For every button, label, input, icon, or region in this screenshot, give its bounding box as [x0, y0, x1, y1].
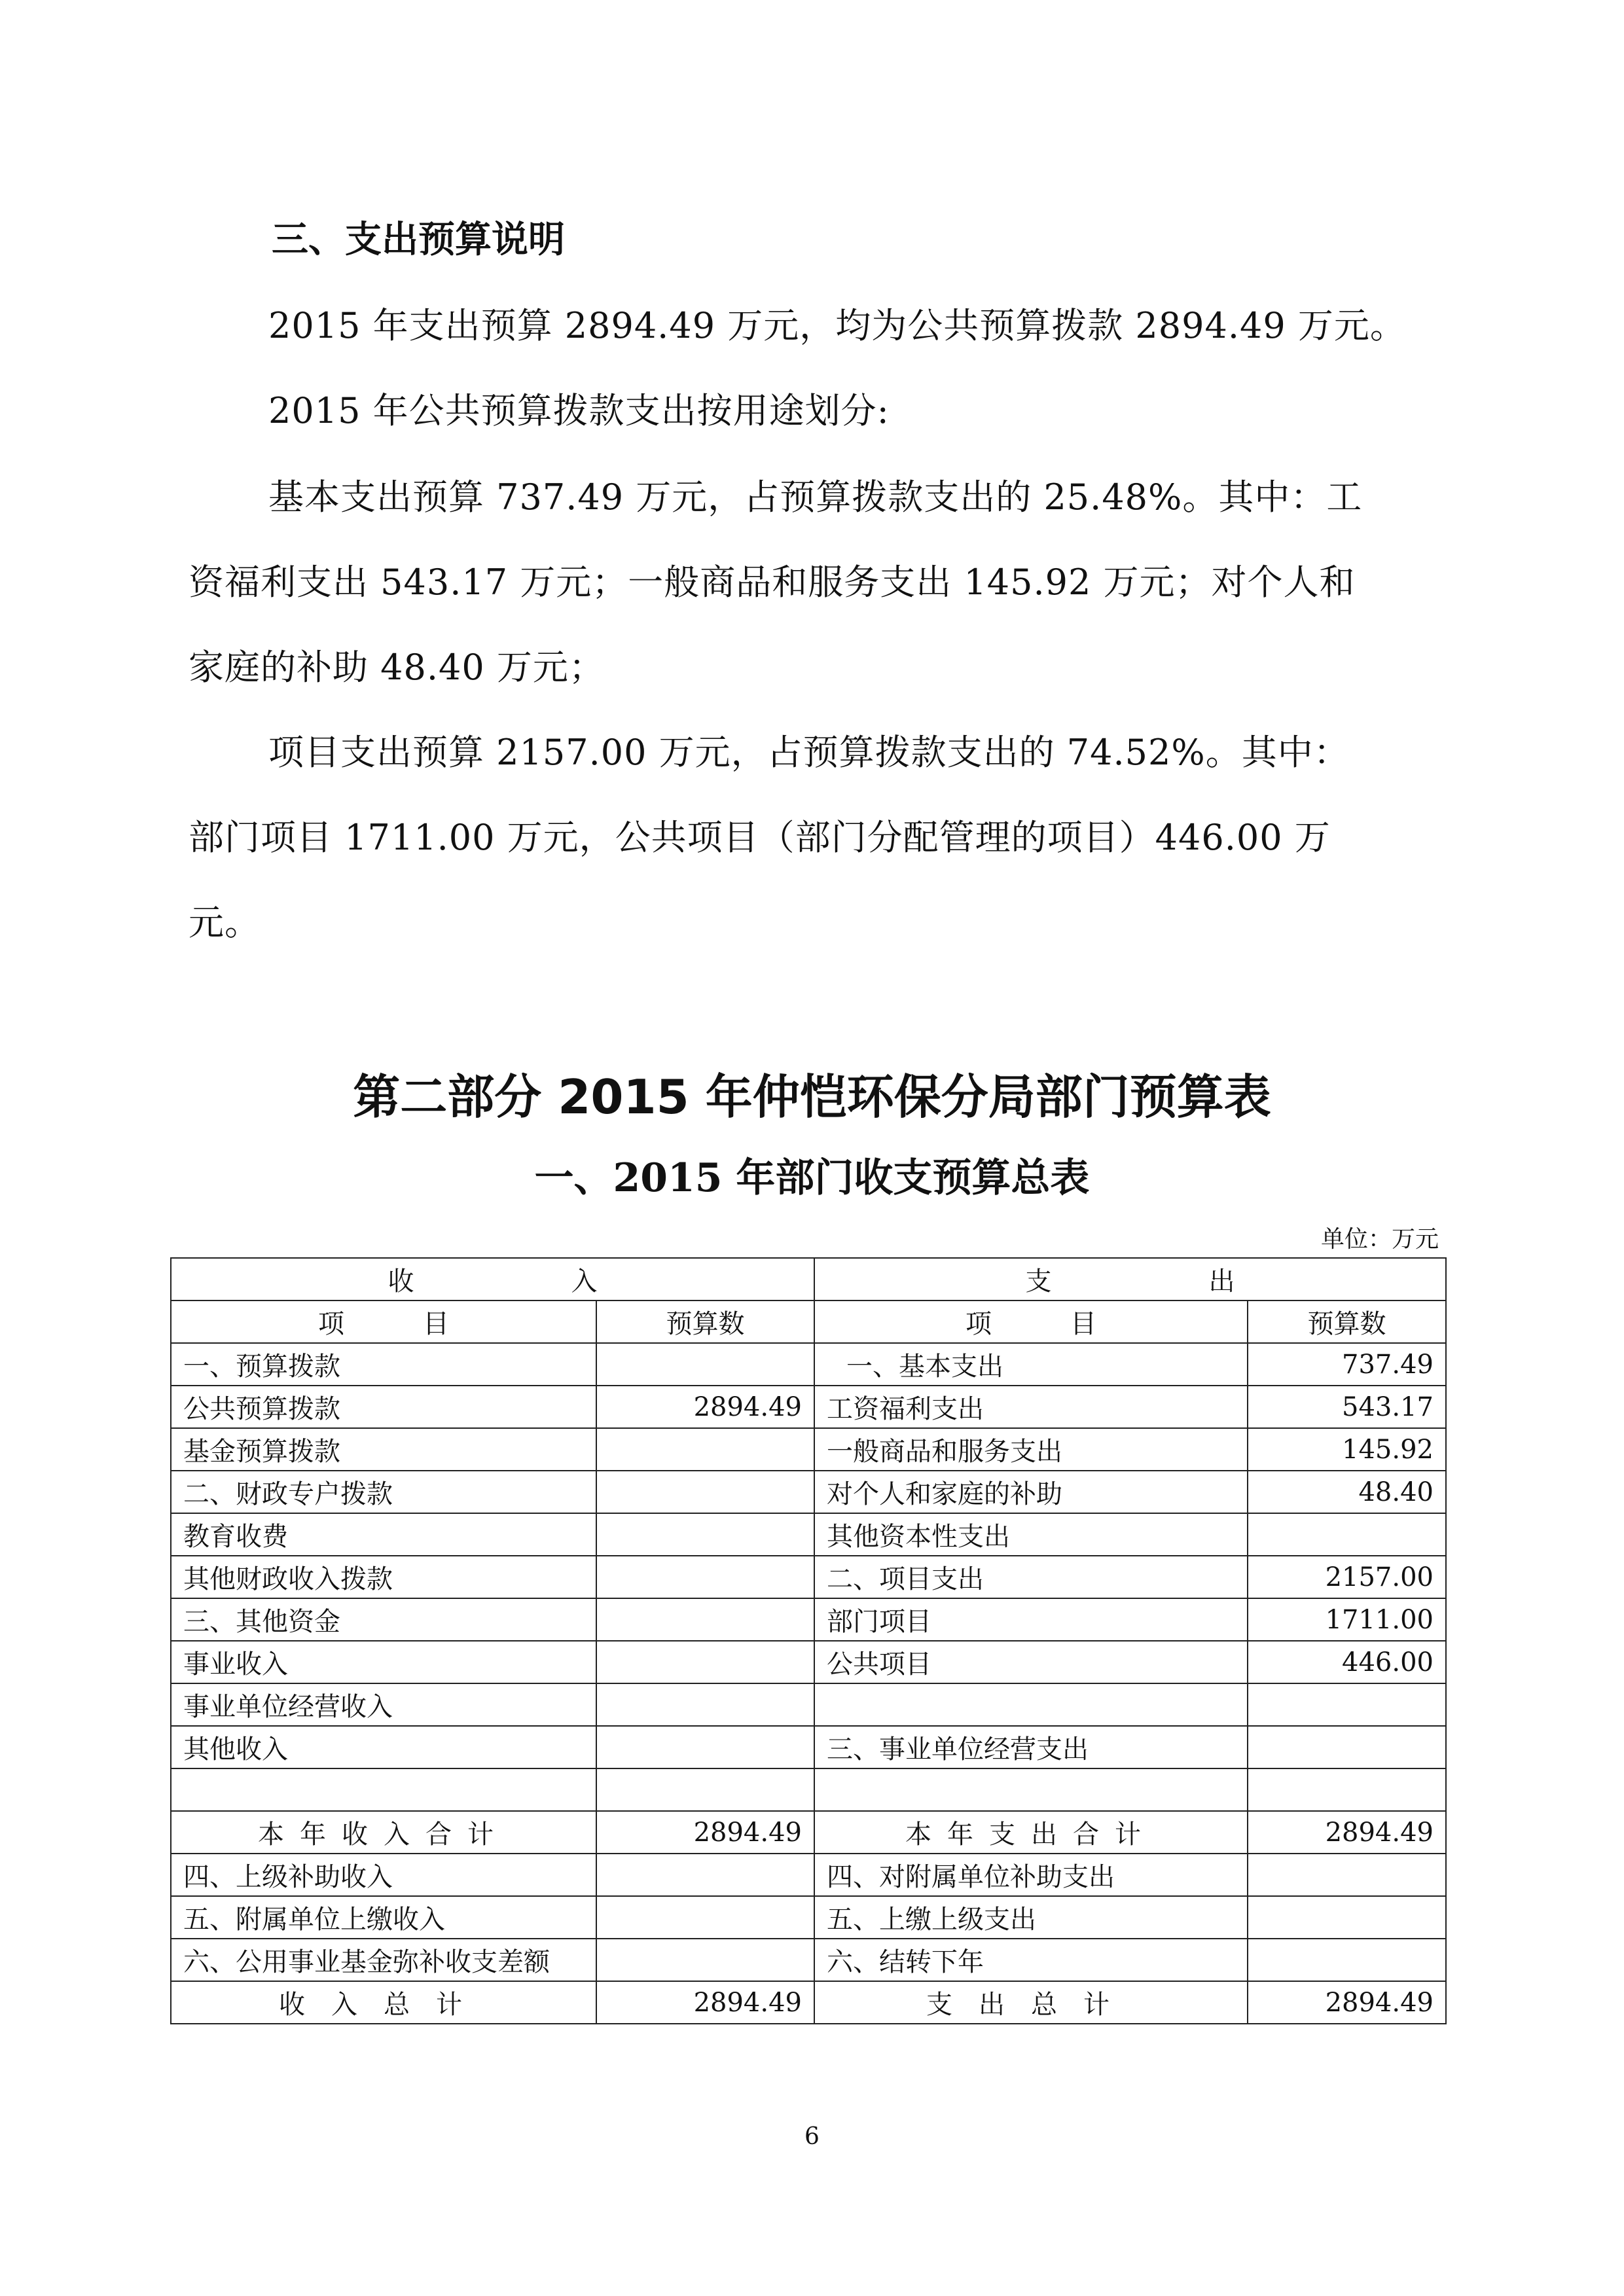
expense-label: 工资福利支出: [814, 1386, 1248, 1428]
paragraph-1: 2015 年支出预算 2894.49 万元，均为公共预算拨款 2894.49 万元。: [268, 305, 1406, 346]
income-label: 三、其他资金: [171, 1598, 596, 1641]
expense-value: [1248, 1939, 1446, 1981]
section-heading: 三、支出预算说明: [272, 219, 565, 261]
income-item-header: 项 目: [171, 1300, 596, 1343]
income-amount-header: 预算数: [596, 1300, 814, 1343]
income-label: 二、财政专户拨款: [171, 1471, 596, 1513]
expense-label: 二、项目支出: [814, 1556, 1248, 1598]
expense-value: 2157.00: [1248, 1556, 1446, 1598]
table-row: [171, 1471, 1446, 1513]
income-value: [596, 1683, 814, 1726]
income-value: [596, 1556, 814, 1598]
income-total-value: 2894.49: [596, 1981, 814, 2024]
expense-label: 四、对附属单位补助支出: [814, 1854, 1248, 1896]
expense-value: 145.92: [1248, 1428, 1446, 1471]
expense-label: 对个人和家庭的补助: [814, 1471, 1248, 1513]
income-subtotal-value: 2894.49: [596, 1811, 814, 1854]
income-value: [596, 1598, 814, 1641]
income-label: 其他财政收入拨款: [171, 1556, 596, 1598]
paragraph-2: 2015 年公共预算拨款支出按用途划分:: [268, 390, 890, 431]
expense-label: [814, 1768, 1248, 1811]
table-row: [171, 1768, 1446, 1811]
expense-label: 三、事业单位经营支出: [814, 1726, 1248, 1768]
income-label: 五、附属单位上缴收入: [171, 1896, 596, 1939]
expense-value: 48.40: [1248, 1471, 1446, 1513]
page-number: 6: [804, 2123, 820, 2150]
paragraph-4-line-2: 部门项目 1711.00 万元，公共项目（部门分配管理的项目）446.00 万: [189, 817, 1331, 858]
income-label: 六、公用事业基金弥补收支差额: [171, 1939, 596, 1981]
income-label: 事业单位经营收入: [171, 1683, 596, 1726]
income-label: [171, 1768, 596, 1811]
expense-label: 六、结转下年: [814, 1939, 1248, 1981]
paragraph-4-line-3: 元。: [189, 902, 261, 943]
table-row: [171, 1896, 1446, 1939]
expense-value: 1711.00: [1248, 1598, 1446, 1641]
expense-label: 一、基本支出: [814, 1343, 1248, 1386]
income-label: 一、预算拨款: [171, 1343, 596, 1386]
paragraph-3-line-1: 基本支出预算 737.49 万元，占预算拨款支出的 25.48%。其中：工: [268, 476, 1363, 518]
unit-label: 单位：万元: [1320, 1226, 1439, 1253]
table-row: [171, 1981, 1446, 2024]
expense-label: 其他资本性支出: [814, 1513, 1248, 1556]
expense-total-value: 2894.49: [1248, 1981, 1446, 2024]
expense-amount-header: 预算数: [1248, 1300, 1446, 1343]
table-row: [171, 1556, 1446, 1598]
income-value: [596, 1939, 814, 1981]
income-value: [596, 1726, 814, 1768]
expense-value: [1248, 1768, 1446, 1811]
paragraph-4-line-1: 项目支出预算 2157.00 万元，占预算拨款支出的 74.52%。其中：: [268, 732, 1350, 773]
expense-total-label: 支出总计: [814, 1981, 1248, 2024]
expense-value: [1248, 1854, 1446, 1896]
expense-label: [814, 1683, 1248, 1726]
income-label: 教育收费: [171, 1513, 596, 1556]
expense-label: 五、上缴上级支出: [814, 1896, 1248, 1939]
table-row: [171, 1343, 1446, 1386]
table-title: 一、2015 年部门收支预算总表: [534, 1155, 1090, 1201]
table-row: [171, 1641, 1446, 1683]
income-value: [596, 1428, 814, 1471]
expense-value: [1248, 1896, 1446, 1939]
expense-item-header: 项 目: [814, 1300, 1248, 1343]
income-label: 其他收入: [171, 1726, 596, 1768]
expense-header: 支 出: [814, 1258, 1446, 1300]
table-header-row: [171, 1258, 1446, 1300]
income-value: [596, 1896, 814, 1939]
income-value: [596, 1471, 814, 1513]
income-label: 公共预算拨款: [171, 1386, 596, 1428]
income-label: 基金预算拨款: [171, 1428, 596, 1471]
expense-value: 543.17: [1248, 1386, 1446, 1428]
table-row: [171, 1386, 1446, 1428]
expense-value: 446.00: [1248, 1641, 1446, 1683]
expense-value: [1248, 1683, 1446, 1726]
table-row: [171, 1726, 1446, 1768]
table-row: [171, 1683, 1446, 1726]
table-row: [171, 1939, 1446, 1981]
expense-subtotal-label: 本年支出合计: [814, 1811, 1248, 1854]
table-row: [171, 1811, 1446, 1854]
paragraph-3-line-2: 资福利支出 543.17 万元；一般商品和服务支出 145.92 万元；对个人和: [189, 562, 1356, 603]
table-row: [171, 1428, 1446, 1471]
table-row: [171, 1598, 1446, 1641]
paragraph-3-line-3: 家庭的补助 48.40 万元；: [189, 647, 605, 688]
income-label: 事业收入: [171, 1641, 596, 1683]
expense-subtotal-value: 2894.49: [1248, 1811, 1446, 1854]
expense-label: 一般商品和服务支出: [814, 1428, 1248, 1471]
income-label: 四、上级补助收入: [171, 1854, 596, 1896]
expense-label: 部门项目: [814, 1598, 1248, 1641]
budget-summary-table: [170, 1257, 1447, 2024]
table-row: [171, 1854, 1446, 1896]
income-value: [596, 1768, 814, 1811]
income-header: 收 入: [171, 1258, 814, 1300]
part-title: 第二部分 2015 年仲恺环保分局部门预算表: [353, 1069, 1271, 1124]
income-total-label: 收入总计: [171, 1981, 596, 2024]
table-row: [171, 1513, 1446, 1556]
expense-label: 公共项目: [814, 1641, 1248, 1683]
table-subheader-row: [171, 1300, 1446, 1343]
income-subtotal-label: 本年收入合计: [171, 1811, 596, 1854]
income-value: [596, 1343, 814, 1386]
income-value: [596, 1641, 814, 1683]
income-value: 2894.49: [596, 1386, 814, 1428]
expense-value: [1248, 1726, 1446, 1768]
expense-value: 737.49: [1248, 1343, 1446, 1386]
income-value: [596, 1513, 814, 1556]
income-value: [596, 1854, 814, 1896]
expense-value: [1248, 1513, 1446, 1556]
